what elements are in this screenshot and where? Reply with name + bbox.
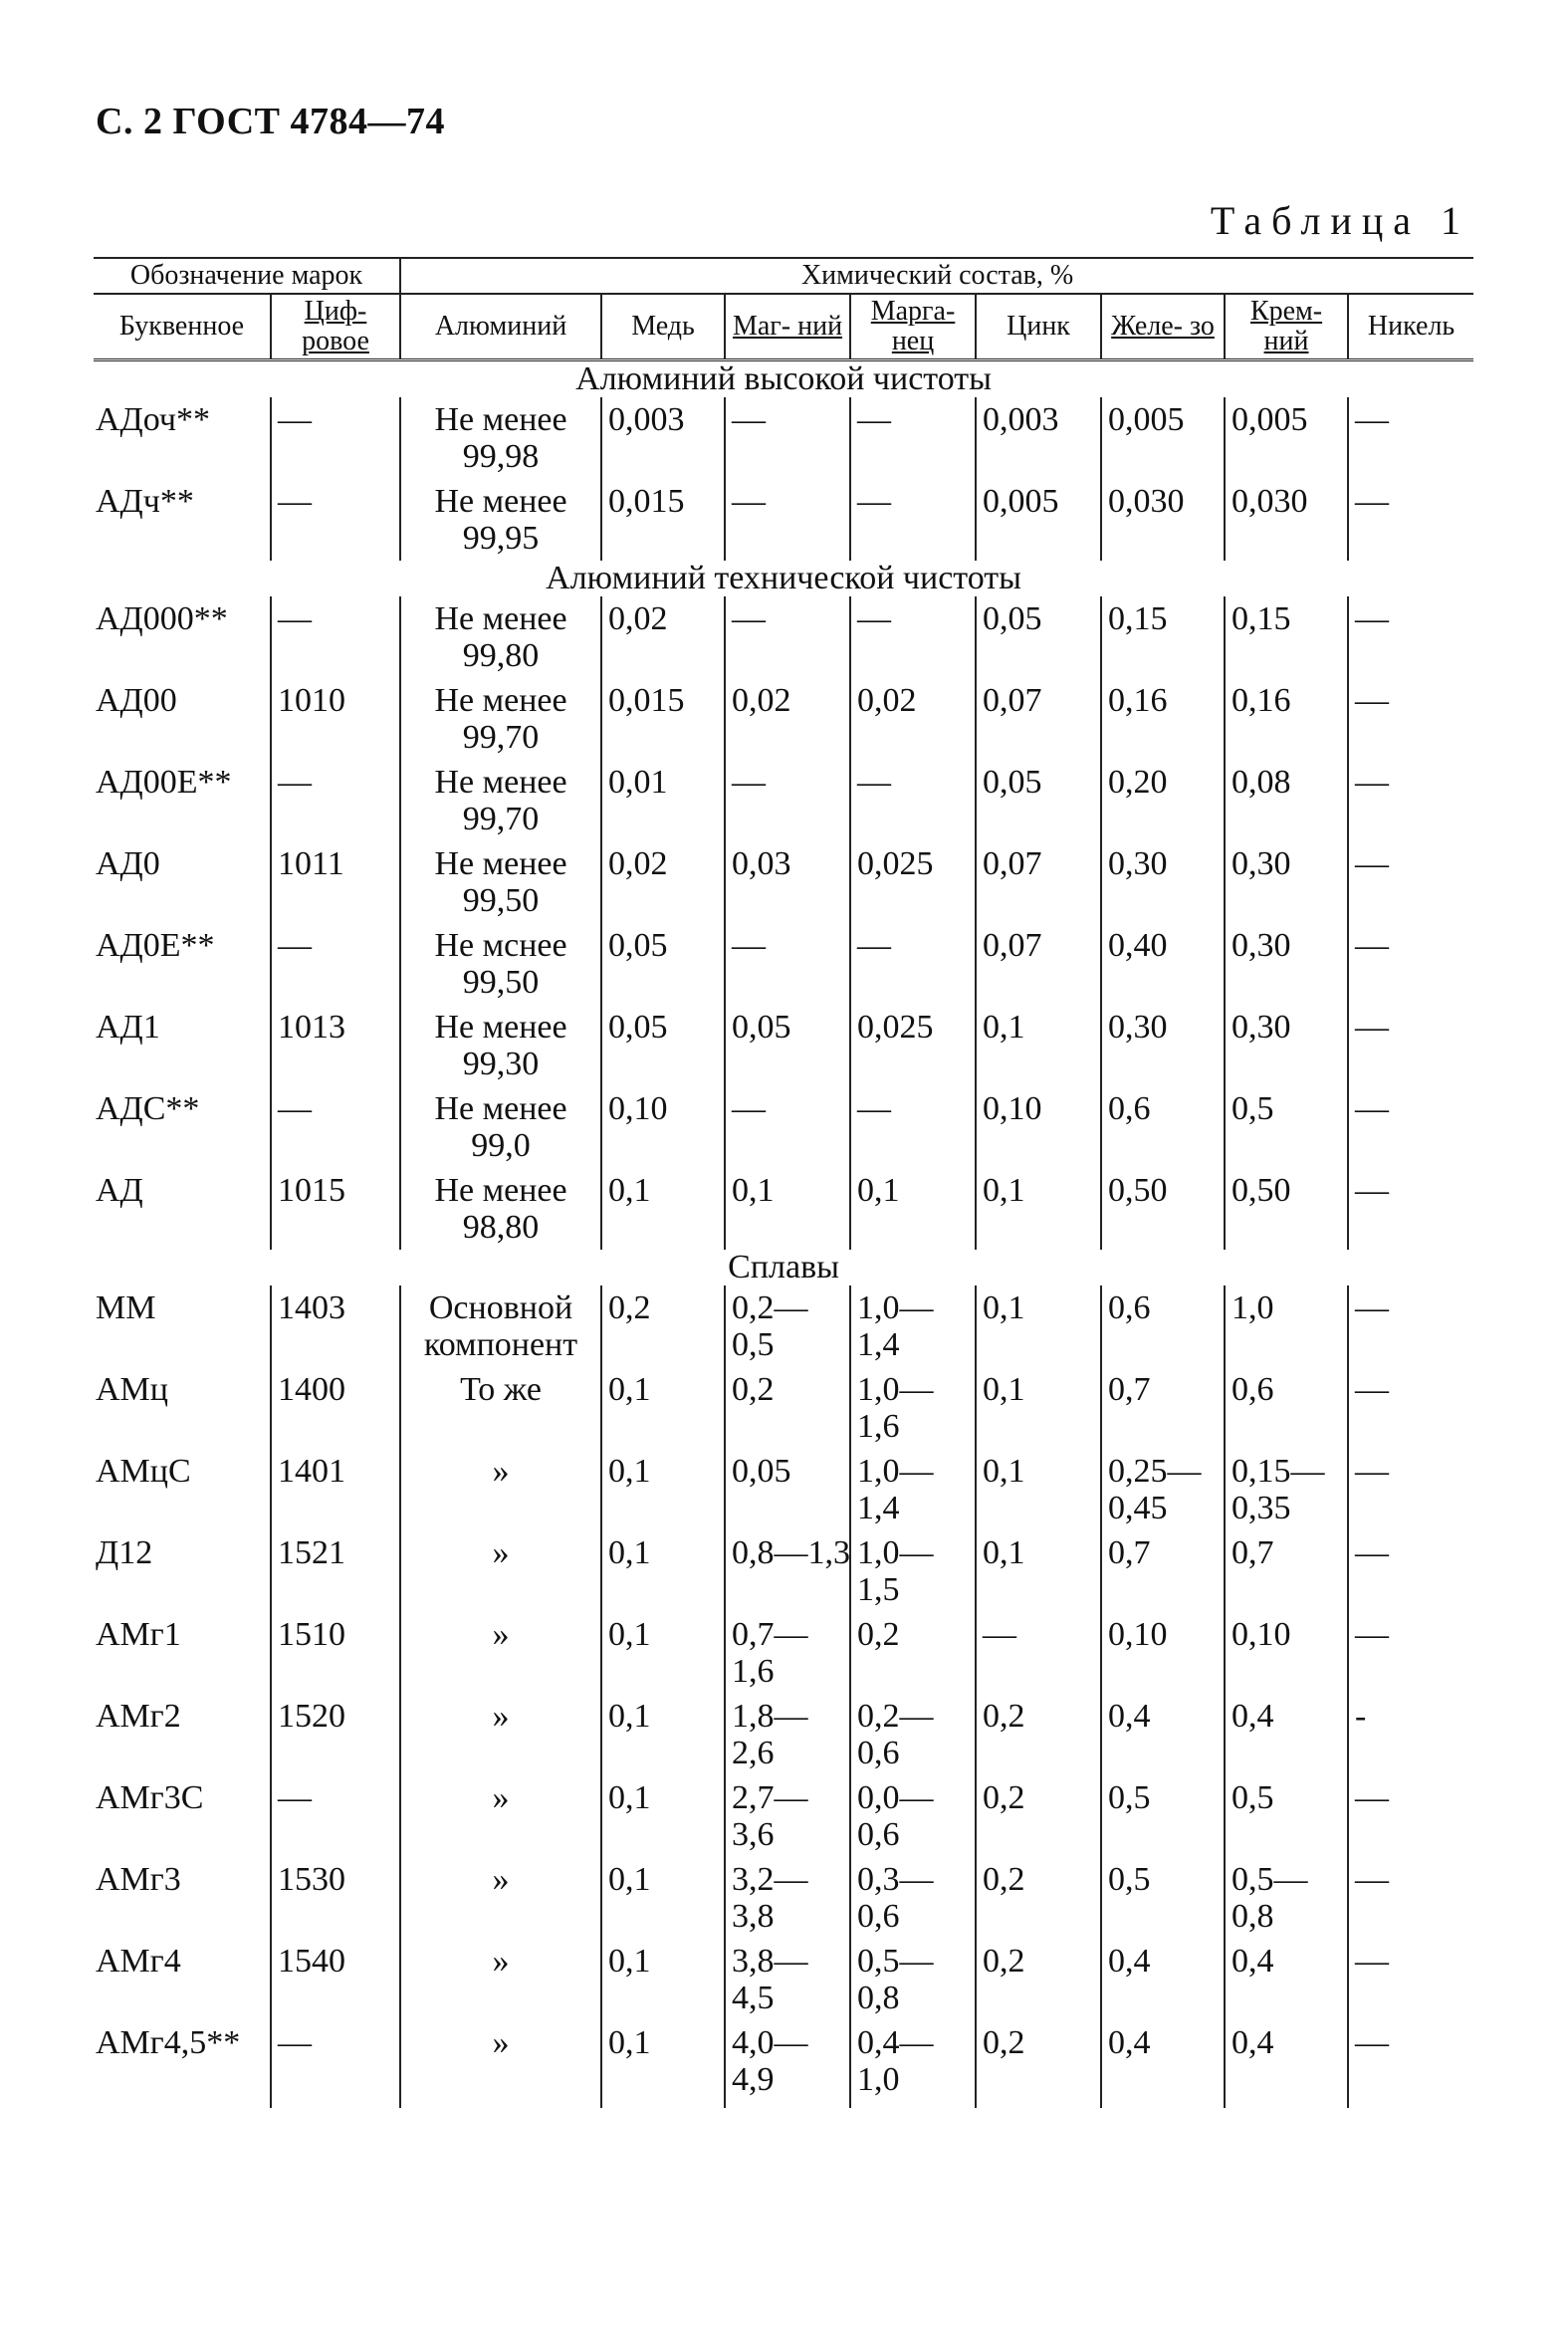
cell-silicon: 1,0 [1225,1285,1348,1367]
cell-silicon: 0,16 [1225,678,1348,760]
cell-letter: АМц [96,1371,168,1408]
table-row [94,479,1473,561]
cell-magnesium: 0,05 [725,1449,850,1530]
cell-magnesium: 0,2— 0,5 [725,1285,850,1367]
cell-silicon: 0,50 [1225,1168,1348,1250]
col-header-manganese: Марга- нец [850,294,976,360]
cell-zinc: 0,1 [976,1367,1101,1449]
cell-zinc: 0,2 [976,1775,1101,1857]
cell-iron: 0,30 [1101,1005,1225,1086]
cell-manganese: 1,0— 1,6 [850,1367,976,1449]
cell-iron: 0,15 [1101,596,1225,678]
cell-nickel: — [1348,1449,1473,1530]
cell-manganese: 0,2 [850,1612,976,1694]
cell-zinc: 0,003 [976,397,1101,479]
cell-digital: — [271,2020,400,2108]
cell-letter: АД0Е** [96,927,215,964]
cell-letter: АД1 [96,1009,160,1046]
composition-table [94,257,1473,2108]
cell-copper: 0,1 [601,1939,725,2020]
cell-magnesium: — [725,760,850,841]
cell-silicon: 0,30 [1225,923,1348,1005]
cell-nickel: — [1348,1005,1473,1086]
cell-silicon: 0,030 [1225,479,1348,561]
table-row [94,1086,1473,1168]
cell-magnesium: 3,2— 3,8 [725,1857,850,1939]
cell-magnesium: 0,03 [725,841,850,923]
cell-aluminium: » [400,1939,601,2020]
cell-iron: 0,4 [1101,2020,1225,2108]
cell-digital: 1015 [271,1168,400,1250]
cell-iron: 0,50 [1101,1168,1225,1250]
cell-manganese: 0,025 [850,1005,976,1086]
col-header-zinc: Цинк [976,294,1101,360]
cell-aluminium: Не менее 99,70 [400,678,601,760]
cell-nickel: — [1348,397,1473,479]
page-header: С. 2 ГОСТ 4784—74 [96,101,445,142]
cell-letter: АДоч** [96,401,210,438]
table-row [94,596,1473,678]
composition-group-header: Химический состав, % [400,258,1473,294]
cell-copper: 0,015 [601,479,725,561]
cell-letter: АД [96,1172,143,1209]
cell-aluminium: Не менее 99,30 [400,1005,601,1086]
cell-digital: 1403 [271,1285,400,1367]
table-row [94,1612,1473,1694]
cell-letter: АД000** [96,600,228,637]
cell-silicon: 0,5— 0,8 [1225,1857,1348,1939]
cell-copper: 0,1 [601,1857,725,1939]
cell-zinc: 0,2 [976,1694,1101,1775]
table-row [94,1775,1473,1857]
cell-letter: АД00 [96,682,177,719]
cell-copper: 0,1 [601,1775,725,1857]
cell-iron: 0,4 [1101,1694,1225,1775]
cell-manganese: — [850,760,976,841]
cell-aluminium: » [400,1857,601,1939]
cell-magnesium: 4,0— 4,9 [725,2020,850,2108]
table-row [94,1857,1473,1939]
cell-nickel: - [1348,1694,1473,1775]
cell-nickel: — [1348,1939,1473,2020]
cell-iron: 0,40 [1101,923,1225,1005]
cell-magnesium: 0,2 [725,1367,850,1449]
cell-manganese: 0,2— 0,6 [850,1694,976,1775]
cell-manganese: 0,02 [850,678,976,760]
cell-copper: 0,003 [601,397,725,479]
cell-manganese: 0,4— 1,0 [850,2020,976,2108]
cell-magnesium: — [725,1086,850,1168]
cell-magnesium: — [725,479,850,561]
cell-aluminium: » [400,1694,601,1775]
table-row [94,678,1473,760]
cell-iron: 0,005 [1101,397,1225,479]
table-row [94,2020,1473,2108]
cell-manganese: 1,0— 1,4 [850,1285,976,1367]
cell-nickel: — [1348,1168,1473,1250]
cell-copper: 0,01 [601,760,725,841]
cell-letter: АМцС [96,1453,191,1490]
col-header-nickel: Никель [1348,294,1473,360]
cell-magnesium: 3,8— 4,5 [725,1939,850,2020]
cell-letter: АМг1 [96,1616,181,1653]
cell-aluminium: Не менее 99,80 [400,596,601,678]
cell-aluminium: Не менее 99,95 [400,479,601,561]
cell-nickel: — [1348,1857,1473,1939]
cell-silicon: 0,30 [1225,1005,1348,1086]
cell-nickel: — [1348,1285,1473,1367]
cell-manganese: 1,0— 1,4 [850,1449,976,1530]
cell-zinc: 0,07 [976,678,1101,760]
cell-manganese: 0,5— 0,8 [850,1939,976,2020]
table-row [94,1285,1473,1367]
table-caption: Таблица 1 [1210,198,1470,243]
cell-iron: 0,16 [1101,678,1225,760]
cell-iron: 0,10 [1101,1612,1225,1694]
cell-digital: 1510 [271,1612,400,1694]
cell-aluminium: То же [400,1367,601,1449]
table-row [94,397,1473,479]
cell-digital: — [271,923,400,1005]
cell-aluminium: Основной компонент [400,1285,601,1367]
col-header-magnesium: Маг- ний [725,294,850,360]
cell-magnesium: — [725,923,850,1005]
cell-aluminium: Не менее 99,0 [400,1086,601,1168]
cell-copper: 0,1 [601,1168,725,1250]
cell-digital: — [271,1775,400,1857]
cell-letter: АМг3 [96,1861,181,1898]
cell-nickel: — [1348,1367,1473,1449]
cell-silicon: 0,7 [1225,1530,1348,1612]
cell-aluminium: Не менее 99,70 [400,760,601,841]
cell-nickel: — [1348,841,1473,923]
cell-zinc: 0,07 [976,923,1101,1005]
col-header-copper: Медь [601,294,725,360]
cell-magnesium: 0,7— 1,6 [725,1612,850,1694]
cell-nickel: — [1348,1086,1473,1168]
col-header-letter: Буквенное [94,294,271,360]
cell-copper: 0,1 [601,1367,725,1449]
cell-iron: 0,25— 0,45 [1101,1449,1225,1530]
cell-nickel: — [1348,2020,1473,2108]
table-row [94,1367,1473,1449]
col-header-silicon: Крем- ний [1225,294,1348,360]
cell-aluminium: » [400,2020,601,2108]
cell-digital: 1013 [271,1005,400,1086]
cell-copper: 0,2 [601,1285,725,1367]
cell-nickel: — [1348,1530,1473,1612]
cell-copper: 0,1 [601,1694,725,1775]
cell-silicon: 0,6 [1225,1367,1348,1449]
cell-digital: 1530 [271,1857,400,1939]
cell-digital: 1540 [271,1939,400,2020]
cell-aluminium: » [400,1612,601,1694]
designation-group-header: Обозначение марок [94,258,400,294]
cell-silicon: 0,005 [1225,397,1348,479]
cell-digital: 1010 [271,678,400,760]
table-row [94,923,1473,1005]
cell-zinc: 0,005 [976,479,1101,561]
cell-nickel: — [1348,678,1473,760]
cell-zinc: 0,1 [976,1285,1101,1367]
cell-zinc: 0,1 [976,1530,1101,1612]
cell-aluminium: Не менее 99,98 [400,397,601,479]
table-row [94,841,1473,923]
cell-magnesium: 0,02 [725,678,850,760]
composition-table-wrap [94,257,1473,2108]
cell-iron: 0,20 [1101,760,1225,841]
cell-manganese: — [850,479,976,561]
cell-magnesium: 0,1 [725,1168,850,1250]
cell-iron: 0,5 [1101,1775,1225,1857]
cell-magnesium: — [725,596,850,678]
cell-silicon: 0,10 [1225,1612,1348,1694]
cell-letter: АМг3С [96,1779,204,1816]
cell-aluminium: Не менее 99,50 [400,841,601,923]
cell-manganese: 1,0— 1,5 [850,1530,976,1612]
col-header-digital: Циф- ровое [271,294,400,360]
cell-manganese: — [850,596,976,678]
cell-silicon: 0,4 [1225,1694,1348,1775]
cell-magnesium: 1,8— 2,6 [725,1694,850,1775]
cell-digital: 1520 [271,1694,400,1775]
cell-iron: 0,7 [1101,1367,1225,1449]
table-body [94,360,1473,2109]
cell-letter: Д12 [96,1534,153,1571]
cell-letter: АДС** [96,1090,200,1127]
cell-digital: 1521 [271,1530,400,1612]
cell-iron: 0,4 [1101,1939,1225,2020]
cell-digital: — [271,1086,400,1168]
cell-letter: АДч** [96,483,194,520]
cell-copper: 0,02 [601,841,725,923]
section-title: Сплавы [728,1249,839,1285]
cell-nickel: — [1348,923,1473,1005]
cell-zinc: 0,05 [976,596,1101,678]
cell-manganese: 0,0— 0,6 [850,1775,976,1857]
table-row [94,1168,1473,1250]
cell-manganese: — [850,1086,976,1168]
cell-aluminium: Не мснее 99,50 [400,923,601,1005]
cell-digital: 1400 [271,1367,400,1449]
cell-iron: 0,5 [1101,1857,1225,1939]
cell-silicon: 0,4 [1225,2020,1348,2108]
cell-digital: — [271,397,400,479]
cell-zinc: 0,2 [976,1939,1101,2020]
cell-zinc: 0,10 [976,1086,1101,1168]
cell-zinc: 0,1 [976,1449,1101,1530]
cell-copper: 0,02 [601,596,725,678]
cell-copper: 0,1 [601,1612,725,1694]
cell-copper: 0,015 [601,678,725,760]
cell-digital: — [271,479,400,561]
section-title: Алюминий высокой чистоты [575,360,992,397]
cell-iron: 0,030 [1101,479,1225,561]
cell-nickel: — [1348,479,1473,561]
section-row [94,360,1473,398]
cell-digital: — [271,760,400,841]
cell-letter: АМг4 [96,1943,181,1980]
section-row [94,561,1473,596]
cell-digital: 1401 [271,1449,400,1530]
cell-iron: 0,6 [1101,1285,1225,1367]
cell-magnesium: 2,7— 3,6 [725,1775,850,1857]
cell-manganese: — [850,397,976,479]
cell-manganese: 0,025 [850,841,976,923]
cell-letter: АД0 [96,845,160,882]
cell-zinc: — [976,1612,1101,1694]
cell-iron: 0,30 [1101,841,1225,923]
cell-letter: ММ [96,1289,156,1326]
cell-iron: 0,7 [1101,1530,1225,1612]
cell-aluminium: » [400,1530,601,1612]
cell-magnesium: 0,8—1,3 [725,1530,850,1612]
cell-letter: АМг4,5** [96,2024,241,2061]
table-row [94,1005,1473,1086]
cell-digital: — [271,596,400,678]
cell-silicon: 0,15— 0,35 [1225,1449,1348,1530]
cell-aluminium: » [400,1449,601,1530]
section-title: Алюминий технической чистоты [546,560,1021,596]
cell-copper: 0,10 [601,1086,725,1168]
cell-silicon: 0,4 [1225,1939,1348,2020]
cell-silicon: 0,08 [1225,760,1348,841]
cell-nickel: — [1348,1612,1473,1694]
cell-zinc: 0,07 [976,841,1101,923]
cell-copper: 0,1 [601,1530,725,1612]
cell-copper: 0,05 [601,923,725,1005]
cell-copper: 0,1 [601,1449,725,1530]
cell-nickel: — [1348,596,1473,678]
cell-silicon: 0,30 [1225,841,1348,923]
cell-zinc: 0,2 [976,2020,1101,2108]
cell-manganese: 0,3— 0,6 [850,1857,976,1939]
cell-manganese: — [850,923,976,1005]
cell-magnesium: — [725,397,850,479]
cell-copper: 0,05 [601,1005,725,1086]
table-row [94,1694,1473,1775]
cell-copper: 0,1 [601,2020,725,2108]
table-row [94,1939,1473,2020]
cell-silicon: 0,5 [1225,1775,1348,1857]
cell-digital: 1011 [271,841,400,923]
cell-magnesium: 0,05 [725,1005,850,1086]
cell-aluminium: » [400,1775,601,1857]
col-header-aluminium: Алюминий [400,294,601,360]
cell-iron: 0,6 [1101,1086,1225,1168]
cell-nickel: — [1348,760,1473,841]
cell-zinc: 0,05 [976,760,1101,841]
section-row [94,1250,1473,1285]
table-row [94,1530,1473,1612]
cell-letter: АД00Е** [96,764,232,801]
cell-silicon: 0,5 [1225,1086,1348,1168]
table-row [94,760,1473,841]
col-header-iron: Желе- зо [1101,294,1225,360]
cell-zinc: 0,2 [976,1857,1101,1939]
cell-zinc: 0,1 [976,1005,1101,1086]
cell-nickel: — [1348,1775,1473,1857]
cell-silicon: 0,15 [1225,596,1348,678]
cell-letter: АМг2 [96,1698,181,1735]
cell-aluminium: Не менее 98,80 [400,1168,601,1250]
table-row [94,1449,1473,1530]
cell-zinc: 0,1 [976,1168,1101,1250]
cell-manganese: 0,1 [850,1168,976,1250]
